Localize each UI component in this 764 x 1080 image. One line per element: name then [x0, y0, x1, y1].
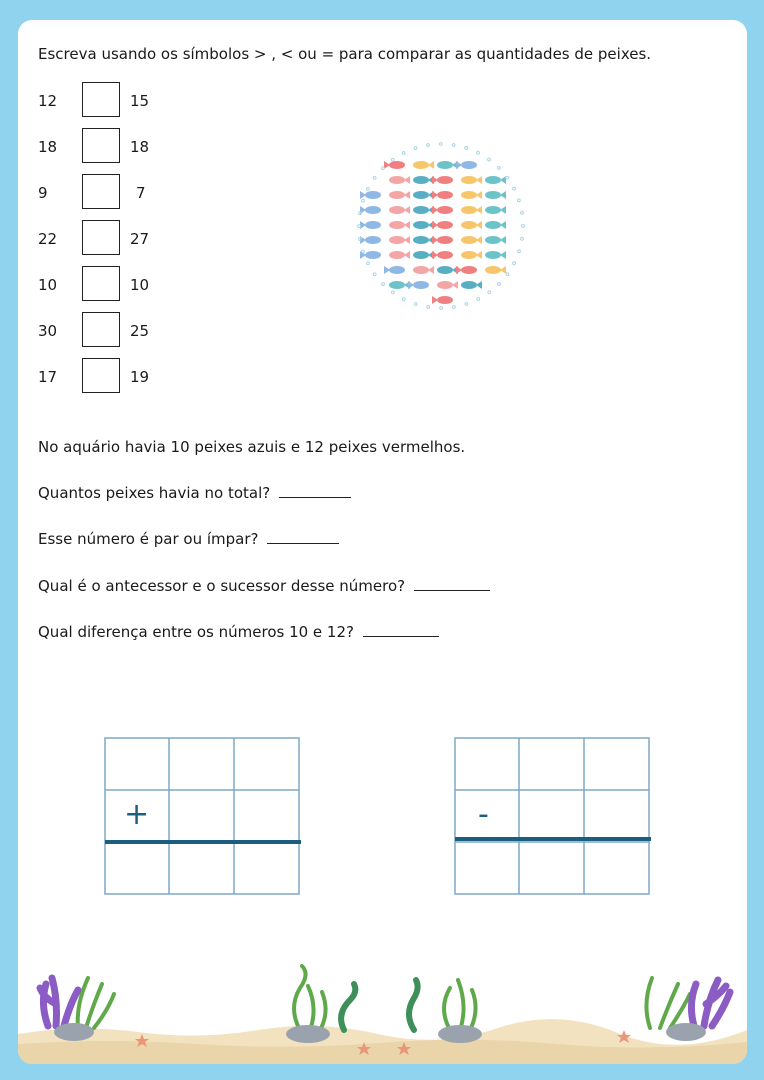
seabed-decoration: [18, 964, 747, 1064]
bubble-icon: [414, 147, 417, 150]
bubble-icon: [367, 262, 370, 265]
answer-blank[interactable]: [414, 589, 490, 591]
fish-icon: [413, 176, 434, 184]
fish-icon: [360, 221, 381, 229]
bubble-icon: [521, 237, 524, 240]
fish-icon: [485, 176, 506, 184]
comparison-row: [38, 312, 158, 350]
bubble-icon: [382, 167, 385, 170]
fish-icon: [432, 191, 453, 199]
bubble-icon: [453, 306, 456, 309]
bubble-icon: [497, 167, 500, 170]
comparison-row: [38, 82, 158, 120]
bubble-icon: [522, 225, 525, 228]
fish-icon: [432, 236, 453, 244]
bubble-icon: [402, 152, 405, 155]
fish-icon: [432, 206, 453, 214]
fish-icon: [360, 206, 381, 214]
fish-icon: [389, 236, 410, 244]
question-difference: [38, 623, 439, 641]
fish-icon: [360, 191, 381, 199]
bubble-icon: [452, 144, 455, 147]
bubble-icon: [362, 199, 365, 202]
answer-blank[interactable]: [267, 542, 339, 544]
rock: [666, 1023, 706, 1041]
fish-icon: [461, 176, 482, 184]
answer-box[interactable]: [82, 266, 120, 301]
fish-icon: [485, 251, 506, 259]
fish-icon: [389, 281, 410, 289]
fish-illustration: [351, 136, 531, 316]
rock: [438, 1025, 482, 1043]
fish-icon: [389, 251, 410, 259]
answer-box[interactable]: [82, 312, 120, 347]
answer-blank[interactable]: [279, 496, 351, 498]
fish-icon: [432, 176, 453, 184]
problem-statement: No aquário havia 10 peixes azuis e 12 peixes vermelhos.: [38, 438, 466, 456]
bubble-icon: [513, 262, 516, 265]
left-number: 12: [38, 92, 58, 110]
fish-icon: [461, 206, 482, 214]
question-total: [38, 484, 351, 502]
bubble-icon: [488, 158, 491, 161]
fish-icon: [389, 191, 410, 199]
fish-icon: [437, 161, 458, 169]
fish-icon: [485, 236, 506, 244]
fish-icon: [485, 206, 506, 214]
left-number: 30: [38, 322, 58, 340]
bubble-icon: [392, 291, 395, 294]
fish-icon: [413, 206, 434, 214]
bubble-icon: [427, 306, 430, 309]
bubble-icon: [362, 250, 365, 253]
coral-right: [646, 978, 730, 1041]
question-predecessor-successor: [38, 577, 490, 595]
bubble-icon: [465, 303, 468, 306]
left-number: 18: [38, 138, 58, 156]
fish-icon: [461, 281, 482, 289]
comparison-row: [38, 358, 158, 396]
fish-icon: [437, 266, 458, 274]
bubble-icon: [373, 177, 376, 180]
bubble-icon: [391, 158, 394, 161]
rock: [54, 1023, 94, 1041]
fish-icon: [461, 236, 482, 244]
answer-blank[interactable]: [363, 635, 439, 637]
fish-icon: [360, 251, 381, 259]
fish-icon: [408, 281, 429, 289]
question-text: Qual diferença entre os números 10 e 12?: [38, 623, 354, 641]
fish-icon: [461, 191, 482, 199]
fish-icon: [389, 221, 410, 229]
question-text: Quantos peixes havia no total?: [38, 484, 271, 502]
right-number: 18: [130, 138, 150, 156]
bubble-icon: [477, 151, 480, 154]
fish-icon: [456, 161, 477, 169]
fish-icon: [413, 266, 434, 274]
bubble-icon: [518, 250, 521, 253]
fish-icon: [432, 296, 453, 304]
answer-box[interactable]: [82, 220, 120, 255]
fish-icon: [384, 161, 405, 169]
left-number: 9: [38, 184, 48, 202]
bubble-icon: [358, 225, 361, 228]
fish-icon: [413, 236, 434, 244]
fish-icon: [384, 266, 405, 274]
seaweed-center-left: [286, 966, 355, 1043]
bubble-icon: [498, 283, 501, 286]
fish-icon: [413, 251, 434, 259]
bubble-icon: [414, 303, 417, 306]
bubble-icon: [439, 143, 442, 146]
fish-icon: [456, 266, 477, 274]
bubble-icon: [518, 199, 521, 202]
right-number: 7: [136, 184, 146, 202]
left-number: 10: [38, 276, 58, 294]
bubble-icon: [513, 187, 516, 190]
fish-icon: [432, 251, 453, 259]
comparison-row: [38, 220, 158, 258]
bubble-icon: [402, 298, 405, 301]
bubble-icon: [488, 291, 491, 294]
fish-icon: [485, 191, 506, 199]
fish-icon: [389, 206, 410, 214]
seaweed-center-right: [409, 980, 482, 1043]
right-number: 25: [130, 322, 150, 340]
right-number: 10: [130, 276, 150, 294]
bubble-icon: [373, 273, 376, 276]
question-text: Esse número é par ou ímpar?: [38, 530, 259, 548]
fish-icon: [461, 251, 482, 259]
bubble-icon: [521, 212, 524, 215]
fish-icon: [413, 221, 434, 229]
bubble-icon: [465, 147, 468, 150]
fish-icon: [437, 281, 458, 289]
rock: [286, 1025, 330, 1043]
answer-box[interactable]: [82, 174, 120, 209]
bubble-icon: [440, 307, 443, 310]
answer-box[interactable]: [82, 82, 120, 117]
bubble-icon: [382, 283, 385, 286]
left-number: 22: [38, 230, 58, 248]
fish-icon: [413, 161, 434, 169]
minus-sign: -: [478, 797, 489, 832]
fish-icon: [432, 221, 453, 229]
bubble-icon: [477, 298, 480, 301]
right-number: 27: [130, 230, 150, 248]
bubble-icon: [427, 144, 430, 147]
instruction-text: Escreva usando os símbolos > , < ou = para comparar as quantidades de peixes.: [38, 45, 652, 63]
addition-grid[interactable]: [104, 737, 300, 895]
bubble-icon: [367, 188, 370, 191]
subtraction-grid[interactable]: [454, 737, 650, 895]
answer-box[interactable]: [82, 128, 120, 163]
worksheet: [18, 20, 747, 1064]
fish-icon: [360, 236, 381, 244]
comparison-row: [38, 174, 158, 212]
question-text: Qual é o antecessor e o sucessor desse número?: [38, 577, 406, 595]
comparison-row: [38, 128, 158, 166]
question-parity: [38, 530, 339, 548]
comparison-row: [38, 266, 158, 304]
right-number: 19: [130, 368, 150, 386]
fish-icon: [485, 266, 506, 274]
fish-icon: [389, 176, 410, 184]
answer-box[interactable]: [82, 358, 120, 393]
fish-icon: [485, 221, 506, 229]
plus-sign: +: [124, 797, 150, 832]
right-number: 15: [130, 92, 150, 110]
bubble-icon: [506, 273, 509, 276]
bubble-icon: [506, 176, 509, 179]
fish-icon: [413, 191, 434, 199]
left-number: 17: [38, 368, 58, 386]
fish-icon: [461, 221, 482, 229]
